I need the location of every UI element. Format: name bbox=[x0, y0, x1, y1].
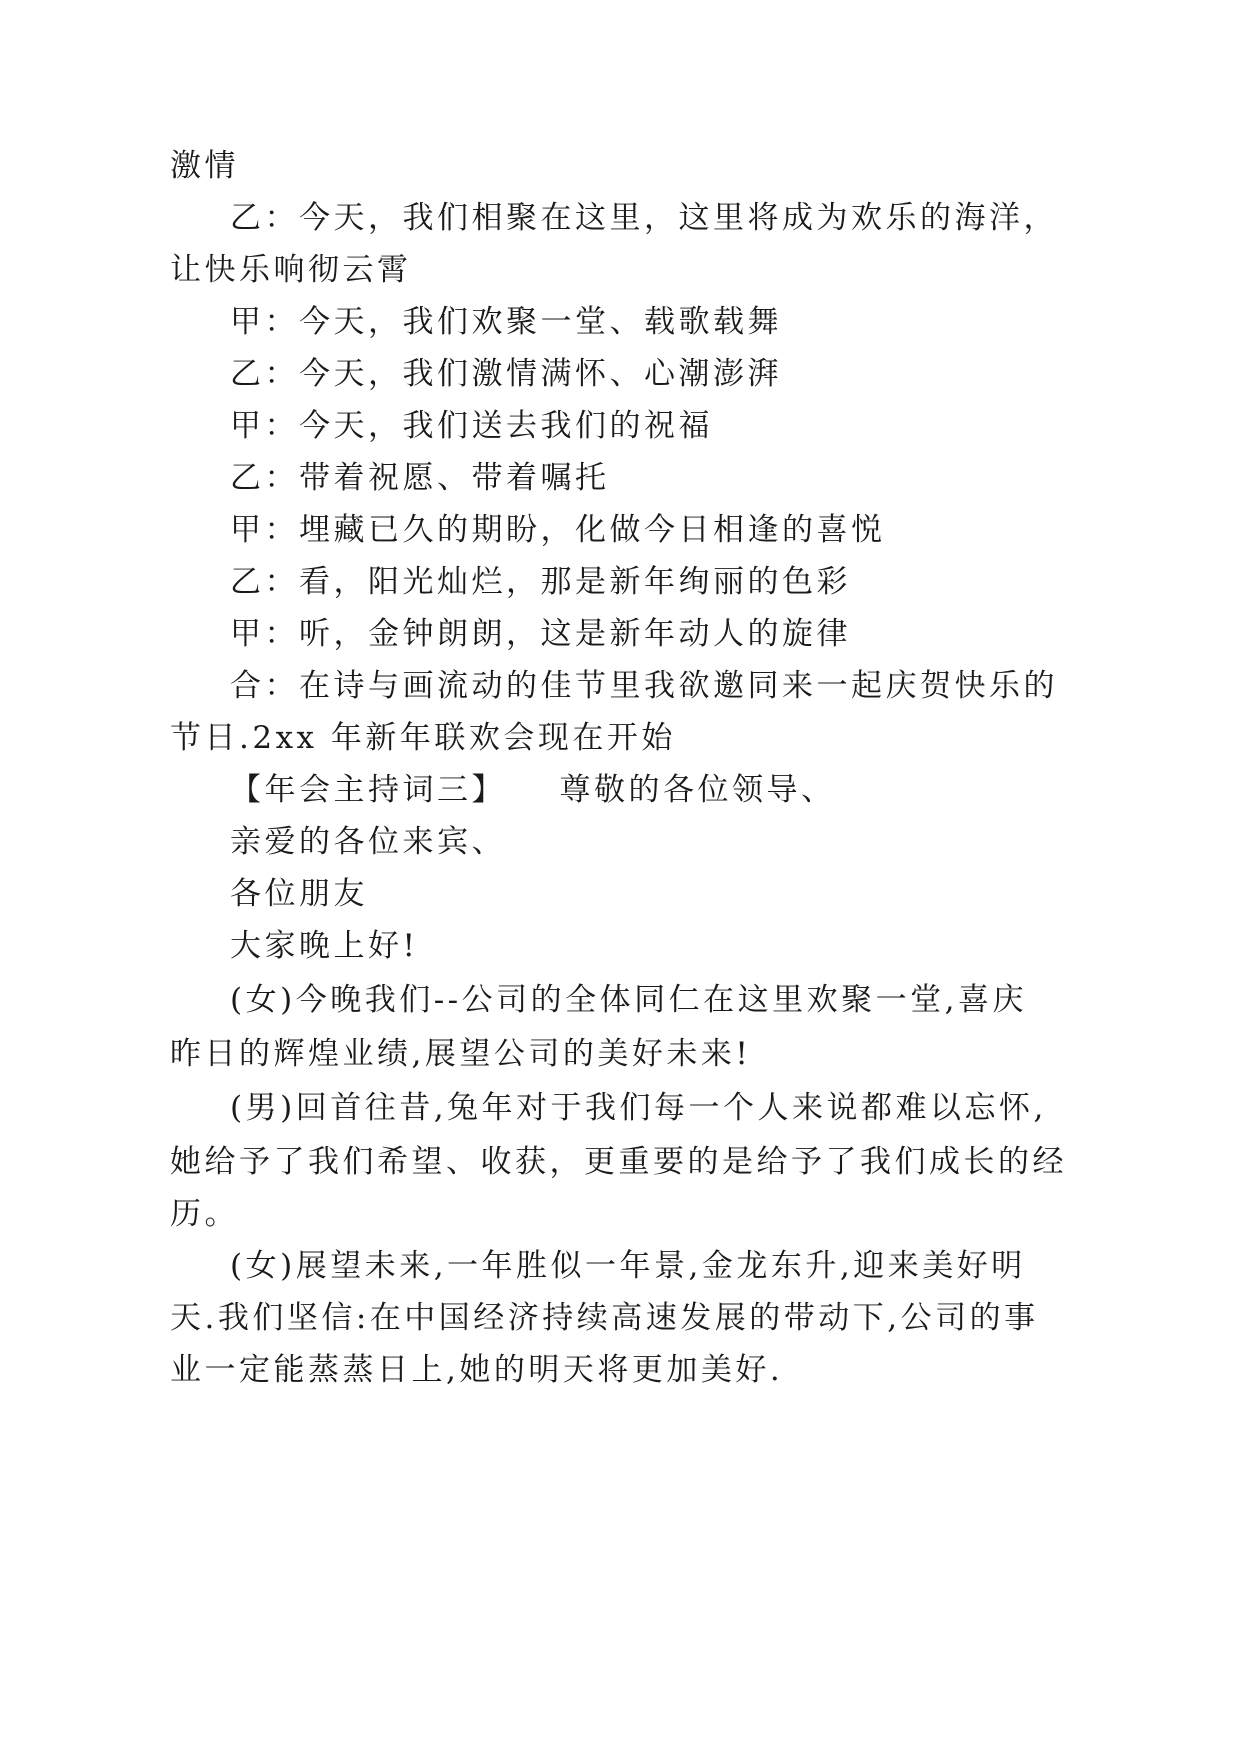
text-line: 历。 bbox=[170, 1196, 239, 1232]
text-line: 甲：听，金钟朗朗，这是新年动人的旋律 bbox=[230, 616, 851, 652]
text-line: 激情 bbox=[170, 148, 239, 184]
text-line: 甲：埋藏已久的期盼，化做今日相逢的喜悦 bbox=[230, 512, 886, 548]
text-line: 业一定能蒸蒸日上,她的明天将更加美好. bbox=[170, 1352, 784, 1388]
text-line: 各位朋友 bbox=[230, 876, 368, 912]
text-line: 乙：今天，我们相聚在这里，这里将成为欢乐的海洋， bbox=[230, 200, 1058, 236]
text-line: 甲：今天，我们送去我们的祝福 bbox=[230, 408, 713, 444]
text-line: (男)回首往昔,兔年对于我们每一个人来说都难以忘怀, bbox=[230, 1090, 1047, 1126]
text-line: (女)今晚我们--公司的全体同仁在这里欢聚一堂,喜庆 bbox=[230, 982, 1027, 1018]
text-line: (女)展望未来,一年胜似一年景,金龙东升,迎来美好明 bbox=[230, 1248, 1026, 1284]
text-line: 大家晚上好! bbox=[230, 928, 419, 964]
text-line: 节日.2xx 年新年联欢会现在开始 bbox=[170, 720, 676, 756]
text-line: 让快乐响彻云霄 bbox=[170, 252, 412, 288]
text-line: 昨日的辉煌业绩,展望公司的美好未来! bbox=[170, 1036, 752, 1072]
text-line: 她给予了我们希望、收获，更重要的是给予了我们成长的经 bbox=[170, 1144, 1067, 1180]
section-heading: 【年会主持词三】 尊敬的各位领导、 bbox=[230, 772, 836, 808]
text-line: 乙：带着祝愿、带着嘱托 bbox=[230, 460, 610, 496]
text-line: 天.我们坚信:在中国经济持续高速发展的带动下,公司的事 bbox=[170, 1300, 1039, 1336]
text-line: 甲：今天，我们欢聚一堂、载歌载舞 bbox=[230, 304, 782, 340]
text-line: 合：在诗与画流动的佳节里我欲邀同来一起庆贺快乐的 bbox=[230, 668, 1058, 704]
text-line: 乙：今天，我们激情满怀、心潮澎湃 bbox=[230, 356, 782, 392]
text-line: 乙：看，阳光灿烂，那是新年绚丽的色彩 bbox=[230, 564, 851, 600]
text-line: 亲爱的各位来宾、 bbox=[230, 824, 506, 860]
